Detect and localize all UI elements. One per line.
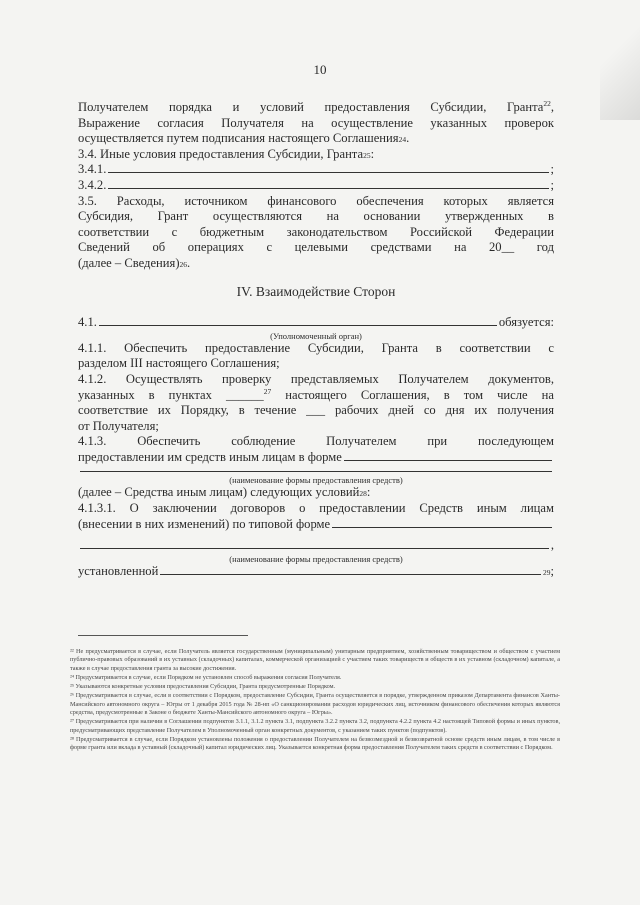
- paragraph-line: 4.1.1. Обеспечить предоставление Субсидии, Гранта в соответствии с: [78, 340, 554, 355]
- paragraph-line: соответствие их Порядку, в течение ___ рабочих дней со дня их получения: [78, 403, 554, 418]
- fill-in-blank[interactable]: [160, 574, 541, 575]
- paragraph-line: (далее – Средства иным лицам) следующих условий 28 :: [78, 485, 371, 500]
- paragraph-line: разделом III настоящего Соглашения;: [78, 356, 280, 371]
- paragraph-line: указанных в пунктах ______$^{27}$ настоящего Соглашения, в том числе на: [78, 386, 554, 402]
- blank-line-item: (внесении в них изменений) по типовой форме: [78, 517, 554, 533]
- paragraph-line: 3.5. Расходы, источником финансового обеспечения которых является: [78, 193, 554, 208]
- paragraph-line: 3.4. Иные условия предоставления Субсидии, Гранта 25 :: [78, 146, 375, 161]
- paragraph-line: соответствии с бюджетным законодательством Российской Федерации: [78, 224, 554, 239]
- footnote: ²⁶ Предусматривается в случае, если в соответствии с Порядком, предоставление Субсидии, Гранта осуществляется в порядке, утвержденном приказом Департамента финансов Ханты-Мансийского автономного округа – Югры от 1 декабря 2015 года № 28-нп «О санкционировании расходов юридических лиц, источником финансового обеспечения которых являются средства, предусмотренные в Законе о бюджете Ханты-Мансийского автономного округа – Югры».: [70, 692, 560, 717]
- paragraph-line: 4.1.3. Обеспечить соблюдение Получателем при последующем: [78, 434, 554, 449]
- footnote-ref: 22: [543, 98, 551, 108]
- footnote-ref: 27: [263, 386, 272, 396]
- fill-in-blank[interactable]: [80, 471, 552, 472]
- paragraph-line: (далее – Сведения) 26 .: [78, 255, 191, 270]
- paragraph-line: осуществляется путем подписания настоящего Соглашения 24 .: [78, 131, 410, 146]
- document-body: [78, 100, 554, 579]
- footnotes: [70, 648, 560, 754]
- fill-in-blank[interactable]: [344, 460, 552, 461]
- blank-line-item: установленной 29 ;: [78, 563, 554, 578]
- paragraph-line: 4.1.3.1. О заключении договоров о предоставлении Средств иным лицам: [78, 501, 554, 516]
- section-heading: IV. Взаимодействие Сторон: [236, 283, 396, 299]
- fill-in-blank[interactable]: [80, 548, 549, 549]
- blank-line-item: 4.1. обязуется:: [78, 315, 554, 330]
- paragraph-line: Получателем порядка и условий предоставления Субсидии, Гранта$^{22}$,: [78, 98, 554, 114]
- field-caption: (Уполномоченный орган): [270, 330, 362, 341]
- blank-line-item: 3.4.2. ;: [78, 177, 554, 192]
- fill-in-blank[interactable]: [108, 188, 548, 189]
- footnote: ²⁵ Указываются конкретные условия предоставления Субсидии, Гранта предусмотренные Порядком.: [70, 683, 336, 691]
- paragraph-line: 4.1.2. Осуществлять проверку представляемых Получателем документов,: [78, 371, 554, 386]
- paragraph-line: Сведений об операциях с целевыми средствами на 20__ год: [78, 240, 554, 255]
- page-number: 10: [313, 62, 327, 77]
- footnote: ²⁴ Предусматривается в случае, если Порядком не установлен способ выражения согласия Получателя.: [70, 673, 342, 681]
- footnote: ²⁸ Предусматривается в случае, если Порядком установлены положения о предоставлении Получателем на безвозмездной и безвозвратной основе средств иным лицам, в том числе в форме гранта или вклада в уставный (складочный) капитал юридических лиц. Указывается конкретная форма предоставления Получателем таких средств в соответствии с Порядком.: [70, 735, 560, 752]
- field-caption: (наименование формы предоставления средств): [229, 553, 403, 564]
- fill-in-blank[interactable]: [99, 325, 497, 326]
- field-caption: (наименование формы предоставления средств): [229, 475, 403, 486]
- paragraph-line: Субсидия, Грант осуществляются на основании утвержденных в: [78, 209, 554, 224]
- footnote: ²² Не предусматривается в случае, если Получатель является государственным (муниципальным) унитарным предприятием, хозяйственным товариществом и обществом с участием публично-правовых образований в их уставных (складочных) капиталах, коммерческой организацией с участием таких товариществ и обществ в их уставном (складочном) капитале, а также в случае предоставления гранта за высокие достижения.: [70, 648, 560, 672]
- footnote-separator: [78, 635, 248, 636]
- blank-line-item: ,: [78, 538, 554, 554]
- fill-in-blank[interactable]: [332, 527, 552, 528]
- blank-line-item: 3.4.1. ;: [78, 162, 554, 177]
- blank-line-item: предоставлении им средств иным лицам в форме: [78, 450, 554, 466]
- footnote: ²⁷ Предусматривается при наличии в Соглашении подпунктов 3.1.1, 3.1.2 пункта 3.1, подпункта 3.2.2 пункта 3.2, подпункта 4.2.2 пункта 4.2 настоящей Типовой формы и иных пунктов, предусматривающих представление Получателем в Уполномоченный орган конкретных документов, с указанием таких пунктов (подпунктов).: [70, 718, 560, 734]
- fill-in-blank[interactable]: [108, 172, 548, 173]
- paragraph-line: Выражение согласия Получателя на осуществление указанных проверок: [78, 115, 554, 130]
- paragraph-line: от Получателя;: [78, 418, 159, 433]
